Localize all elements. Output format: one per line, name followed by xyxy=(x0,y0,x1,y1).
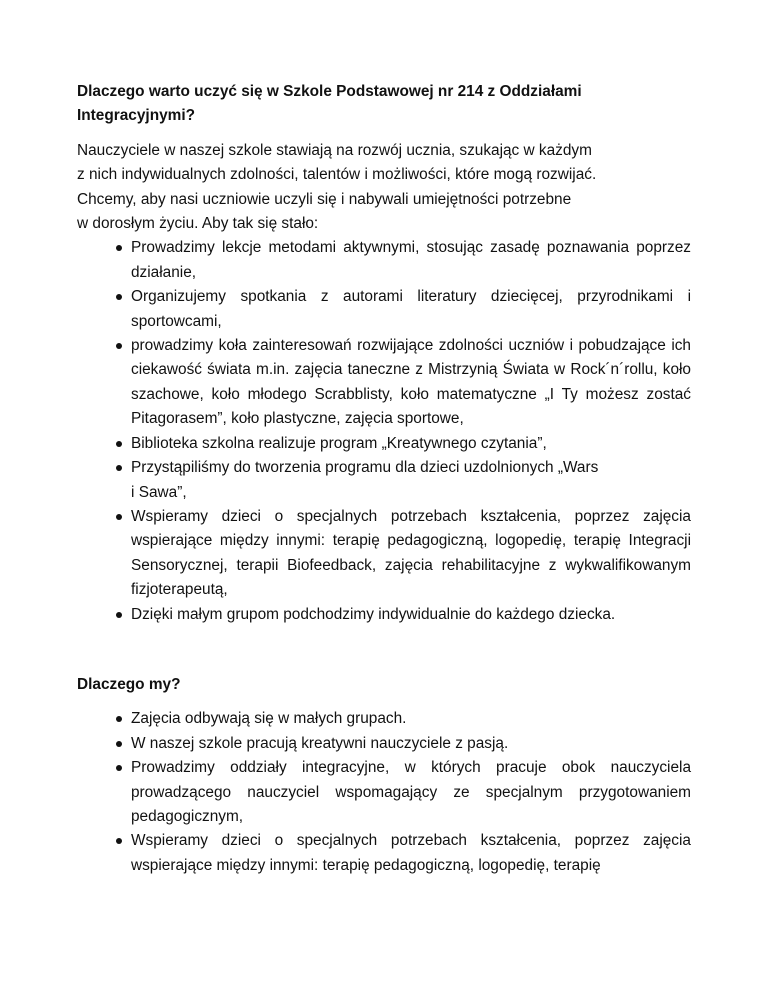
intro-line: w dorosłym życiu. Aby tak się stało: xyxy=(77,215,319,233)
list-item: W naszej szkole pracują kreatywni nauczyciele z pasją. xyxy=(77,732,691,756)
list-item: Organizujemy spotkania z autorami literatury dziecięcej, przyrodnikami i sportowcami, xyxy=(77,285,691,334)
section1-heading-line1: Dlaczego warto uczyć się w Szkole Podstawowej nr 214 z Oddziałami xyxy=(77,83,582,100)
list-item: Dzięki małym grupom podchodzimy indywidualnie do każdego dziecka. xyxy=(77,603,691,627)
list-item: Biblioteka szkolna realizuje program „Kreatywnego czytania”, xyxy=(77,432,691,456)
list-item: Zajęcia odbywają się w małych grupach. xyxy=(77,707,691,731)
intro-line: Nauczyciele w naszej szkole stawiają na rozwój ucznia, szukając w każdym xyxy=(77,141,592,159)
list-item: Wspieramy dzieci o specjalnych potrzebach kształcenia, poprzez zajęcia wspierające między innymi: terapię pedagogiczną, logopedię, terapię Integracji Sensorycznej, terapii Biofeedback, zajęcia rehabilitacyjne z wykwalifikowanym fizjoterapeutą, xyxy=(77,505,691,603)
section2-heading: Dlaczego my? xyxy=(77,675,181,693)
section1-intro xyxy=(77,139,691,237)
intro-line: Chcemy, aby nasi uczniowie uczyli się i nabywali umiejętności potrzebne xyxy=(77,190,572,208)
section1-bullet-list xyxy=(77,236,691,627)
list-item: Prowadzimy lekcje metodami aktywnymi, stosując zasadę poznawania poprzez działanie, xyxy=(77,236,691,285)
section2-bullet-list xyxy=(77,707,691,878)
section1-heading xyxy=(77,80,691,129)
list-item: Prowadzimy oddziały integracyjne, w których pracuje obok nauczyciela prowadzącego nauczyciel wspomagający ze specjalnym przygotowaniem pedagogicznym, xyxy=(77,756,691,829)
list-item: Przystąpiliśmy do tworzenia programu dla dzieci uzdolnionych „Wars i Sawa”, xyxy=(77,456,691,505)
intro-line: z nich indywidualnych zdolności, talentów i możliwości, które mogą rozwijać. xyxy=(77,166,597,184)
list-item: Wspieramy dzieci o specjalnych potrzebach kształcenia, poprzez zajęcia wspierające między innymi: terapię pedagogiczną, logopedię, terapię xyxy=(77,829,691,878)
document-page xyxy=(77,80,691,878)
section1-heading-line2: Integracyjnymi? xyxy=(77,107,196,125)
list-item: prowadzimy koła zainteresowań rozwijające zdolności uczniów i pobudzające ich ciekawość świata m.in. zajęcia taneczne z Mistrzynią Świata w Rock´n´rollu, koło szachowe, koło młodego Scrabblisty, koło matematyczne „I Ty możesz zostać Pitagorasem”, koło plastyczne, zajęcia sportowe, xyxy=(77,334,691,432)
